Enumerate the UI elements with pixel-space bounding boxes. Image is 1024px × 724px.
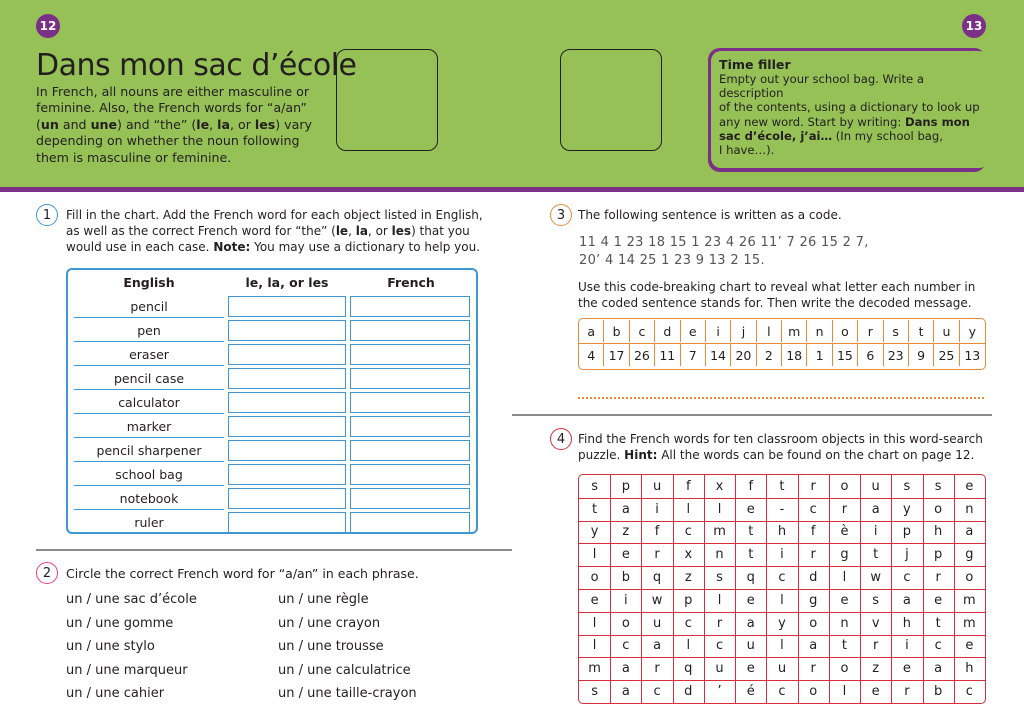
word-search-letter[interactable]: a xyxy=(621,684,630,700)
phrase-left[interactable]: un / une stylo xyxy=(66,639,155,654)
word-search-letter[interactable]: b xyxy=(621,570,630,586)
chart-english-item: eraser xyxy=(129,347,169,362)
word-search-letter[interactable]: m xyxy=(963,592,976,608)
phrase-right[interactable]: un / une taille-crayon xyxy=(278,686,417,701)
word-search-letter[interactable]: p xyxy=(621,478,630,494)
word-search-letter[interactable]: u xyxy=(715,661,724,677)
word-search-letter[interactable]: a xyxy=(621,661,630,677)
french-answer-box[interactable] xyxy=(350,392,470,413)
code-breaking-chart xyxy=(578,318,986,370)
header-rule xyxy=(0,187,1024,192)
word-search-letter[interactable]: r xyxy=(810,478,816,494)
code-number: 2 xyxy=(757,344,782,366)
word-search-letter[interactable]: l xyxy=(686,501,691,517)
chart-english-item: calculator xyxy=(118,395,180,410)
code-number: 18 xyxy=(782,344,807,366)
phrase-left[interactable]: un / une sac d’école xyxy=(66,592,197,607)
word-search-letter[interactable]: c xyxy=(715,638,724,654)
code-number: 7 xyxy=(681,344,706,366)
chart-row-line xyxy=(74,485,224,486)
word-search-letter[interactable]: x xyxy=(715,478,724,494)
word-search-letter[interactable]: d xyxy=(809,570,818,586)
word-search-letter[interactable]: s xyxy=(872,592,880,608)
word-search-letter[interactable]: t xyxy=(748,524,754,540)
chart-english-item: pencil sharpener xyxy=(96,443,202,458)
code-chart-row-line xyxy=(579,343,985,344)
code-letter: j xyxy=(731,320,756,342)
word-search-letter[interactable]: f xyxy=(654,524,660,540)
page-number-left: 12 xyxy=(36,14,60,38)
code-line-1: 11 4 1 23 18 15 1 23 4 26 11’ 7 26 15 2 7, xyxy=(579,235,869,250)
word-search-letter[interactable]: i xyxy=(780,547,784,563)
word-search-letter[interactable]: t xyxy=(592,501,598,517)
word-search-letter[interactable]: u xyxy=(652,615,662,631)
word-search-letter[interactable]: c xyxy=(809,501,817,517)
word-search-letter[interactable]: o xyxy=(934,501,943,517)
french-answer-box[interactable] xyxy=(350,512,470,533)
word-search-letter[interactable]: x xyxy=(684,547,693,563)
code-number: 4 xyxy=(579,344,604,366)
word-search-letter[interactable]: e xyxy=(746,501,755,517)
grid-row-line xyxy=(579,543,985,544)
word-search-letter[interactable]: a xyxy=(965,524,974,540)
french-answer-box[interactable] xyxy=(350,440,470,461)
word-search-letter[interactable]: c xyxy=(684,524,692,540)
word-search-letter[interactable]: g xyxy=(965,547,974,563)
code-letter: i xyxy=(706,320,731,342)
word-search-letter[interactable]: - xyxy=(779,501,785,517)
code-number: 25 xyxy=(934,344,959,366)
french-answer-box[interactable] xyxy=(350,464,470,485)
code-number: 15 xyxy=(833,344,858,366)
word-search-letter[interactable]: l xyxy=(592,638,597,654)
word-search-letter[interactable]: t xyxy=(841,638,847,654)
chart-english-item: school bag xyxy=(115,467,183,482)
word-search-letter[interactable]: e xyxy=(746,592,755,608)
word-search-letter[interactable]: h xyxy=(965,661,974,677)
word-search-letter[interactable]: s xyxy=(591,478,598,494)
question-3-number: 3 xyxy=(550,204,572,226)
question-4-number: 4 xyxy=(550,428,572,450)
word-search-grid xyxy=(578,474,986,704)
article-answer-box[interactable] xyxy=(228,464,346,485)
code-letter: s xyxy=(884,320,909,342)
code-letter: b xyxy=(604,320,629,342)
word-search-letter[interactable]: c xyxy=(684,615,692,631)
word-search-letter[interactable]: a xyxy=(621,501,630,517)
page-number-right: 13 xyxy=(962,14,986,38)
word-search-letter[interactable]: a xyxy=(871,501,880,517)
header-french: French xyxy=(387,275,435,290)
word-search-letter[interactable]: f xyxy=(748,478,754,494)
phrase-right[interactable]: un / une règle xyxy=(278,592,369,607)
code-number: 11 xyxy=(655,344,680,366)
word-search-letter[interactable]: e xyxy=(590,592,599,608)
word-search-letter[interactable]: h xyxy=(934,524,943,540)
code-letter: o xyxy=(833,320,858,342)
word-search-letter[interactable]: c xyxy=(934,638,942,654)
grid-row-line xyxy=(579,589,985,590)
word-search-letter[interactable]: o xyxy=(621,615,630,631)
chart-english-item: pen xyxy=(137,323,161,338)
phrase-left[interactable]: un / une gomme xyxy=(66,615,174,631)
code-number: 1 xyxy=(807,344,832,366)
word-search-letter[interactable]: l xyxy=(842,570,847,586)
vocab-chart xyxy=(66,268,478,534)
code-letter: r xyxy=(858,320,883,342)
word-search-letter[interactable]: ’ xyxy=(717,684,722,700)
chart-row-line xyxy=(74,317,224,318)
word-search-letter[interactable]: r xyxy=(810,661,816,677)
word-search-letter[interactable]: é xyxy=(746,684,755,700)
word-search-letter[interactable]: e xyxy=(621,547,630,563)
section-divider-right xyxy=(512,414,992,416)
french-answer-box[interactable] xyxy=(350,488,470,509)
word-search-letter[interactable]: a xyxy=(902,592,911,608)
word-search-letter[interactable]: l xyxy=(780,592,784,608)
code-letter: n xyxy=(807,320,832,342)
word-search-letter[interactable]: s xyxy=(591,684,598,700)
word-search-letter[interactable]: y xyxy=(590,524,599,540)
grid-row-line xyxy=(579,612,985,613)
word-search-letter[interactable]: t xyxy=(748,547,754,563)
word-search-letter[interactable]: w xyxy=(651,592,663,608)
chart-row-line xyxy=(74,389,224,390)
code-letter: c xyxy=(630,320,655,342)
code-number: 23 xyxy=(884,344,909,366)
header-english: English xyxy=(123,275,175,290)
word-search-letter[interactable]: l xyxy=(592,615,597,631)
word-search-letter[interactable]: u xyxy=(652,478,662,494)
word-search-letter[interactable]: t xyxy=(779,478,785,494)
word-search-letter[interactable]: s xyxy=(716,570,723,586)
word-search-letter[interactable]: c xyxy=(778,570,786,586)
word-search-letter[interactable]: p xyxy=(934,547,943,563)
word-search-letter[interactable]: f xyxy=(686,478,691,494)
article-answer-box[interactable] xyxy=(228,344,346,365)
word-search-letter[interactable]: o xyxy=(840,478,849,494)
phrase-left[interactable]: un / une cahier xyxy=(66,686,165,701)
chart-row-line xyxy=(74,533,224,534)
word-search-letter[interactable]: b xyxy=(934,684,943,700)
word-search-letter[interactable]: m xyxy=(963,615,976,631)
chart-row-line xyxy=(74,509,224,510)
code-letter: d xyxy=(655,320,680,342)
time-filler-title: Time filler xyxy=(719,57,791,72)
french-answer-box[interactable] xyxy=(350,344,470,365)
word-search-letter[interactable]: r xyxy=(935,570,941,586)
grid-row-line xyxy=(579,680,985,681)
word-search-letter[interactable]: l xyxy=(717,501,722,517)
word-search-letter[interactable]: o xyxy=(840,661,849,677)
word-search-letter[interactable]: e xyxy=(746,661,755,677)
time-filler-box xyxy=(708,48,986,172)
article-answer-box[interactable] xyxy=(228,488,346,509)
section-divider-left xyxy=(36,549,512,551)
word-search-letter[interactable]: p xyxy=(684,592,693,608)
chart-english-item: ruler xyxy=(134,515,164,530)
word-search-letter[interactable]: z xyxy=(684,570,692,586)
french-answer-box[interactable] xyxy=(350,296,470,317)
code-letter: e xyxy=(681,320,706,342)
word-search-letter[interactable]: u xyxy=(777,661,787,677)
code-number: 17 xyxy=(604,344,629,366)
grid-row-line xyxy=(579,635,985,636)
word-search-letter[interactable]: i xyxy=(905,638,909,654)
code-number: 6 xyxy=(858,344,883,366)
word-search-letter[interactable]: r xyxy=(904,684,910,700)
word-search-letter[interactable]: q xyxy=(652,570,662,586)
word-search-letter[interactable]: c xyxy=(622,638,630,654)
word-search-letter[interactable]: a xyxy=(746,615,755,631)
grid-row-line xyxy=(579,566,985,567)
word-search-letter[interactable]: c xyxy=(903,570,911,586)
chart-english-item: pencil xyxy=(130,299,168,314)
word-search-letter[interactable]: l xyxy=(717,592,722,608)
word-search-letter[interactable]: l xyxy=(686,638,691,654)
word-search-letter[interactable]: t xyxy=(935,615,941,631)
word-search-letter[interactable]: h xyxy=(902,615,912,631)
word-search-letter[interactable]: r xyxy=(872,638,879,654)
phrase-right[interactable]: un / une trousse xyxy=(278,639,384,654)
question-1-text: Fill in the chart. Add the French word for each object listed in English, as well as the correct French word for “the” (le, la, or les) that you would use in each case. Note: You may use a dictionary to help you. xyxy=(66,208,483,254)
image-placeholder-1 xyxy=(336,49,438,151)
chart-row-line xyxy=(74,437,224,438)
image-placeholder-2 xyxy=(560,49,662,151)
chart-english-item: notebook xyxy=(119,491,179,506)
word-search-letter[interactable]: e xyxy=(840,592,849,608)
code-number: 20 xyxy=(731,344,756,366)
phrase-right[interactable]: un / une calculatrice xyxy=(278,662,411,678)
word-search-letter[interactable]: u xyxy=(746,638,755,654)
code-number: 13 xyxy=(964,347,981,363)
word-search-letter[interactable]: o xyxy=(809,615,818,631)
word-search-letter[interactable]: g xyxy=(809,592,818,608)
word-search-letter[interactable]: n xyxy=(840,615,849,631)
chart-row-line xyxy=(74,365,224,366)
word-search-letter[interactable]: e xyxy=(965,478,974,494)
intro-text: In French, all nouns are either masculine or feminine. Also, the French words for “a/an” (un and une) and “the” (le, la, or les) vary depending on whether the noun following them is masculine or feminine. xyxy=(36,84,321,166)
question-2-text: Circle the correct French word for “a/an” in each phrase. xyxy=(66,566,419,581)
intro-line-3: (un and une) and “the” (le, la, or les) vary xyxy=(36,116,312,132)
word-search-letter[interactable]: y xyxy=(903,501,911,517)
word-search-letter[interactable]: e xyxy=(871,684,880,700)
word-search-letter[interactable]: e xyxy=(934,592,943,608)
french-answer-box[interactable] xyxy=(350,416,470,437)
time-filler-text: Empty out your school bag. Write a description of the contents, using a dictionary to look up any new word. Start by writing: Dans mon sac d’école, j’ai… (In my school bag, I have…). xyxy=(719,72,980,158)
word-search-letter[interactable]: q xyxy=(684,661,693,677)
article-answer-box[interactable] xyxy=(228,320,346,341)
code-letter: l xyxy=(757,320,782,342)
word-search-letter[interactable]: w xyxy=(870,570,881,586)
word-search-letter[interactable]: t xyxy=(873,547,879,563)
article-answer-box[interactable] xyxy=(228,296,346,317)
word-search-letter[interactable]: c xyxy=(778,684,786,700)
intro-line-2: feminine. Also, the French words for “a/an” xyxy=(36,100,307,116)
french-answer-box[interactable] xyxy=(350,320,470,341)
article-answer-box[interactable] xyxy=(228,512,346,533)
word-search-letter[interactable]: m xyxy=(588,661,601,677)
word-search-letter[interactable]: u xyxy=(871,478,880,494)
word-search-letter[interactable]: r xyxy=(810,547,816,563)
word-search-letter[interactable]: l xyxy=(842,684,847,700)
word-search-letter[interactable]: v xyxy=(871,615,880,631)
chart-english-item: pencil case xyxy=(113,371,185,386)
article-answer-box[interactable] xyxy=(228,392,346,413)
code-letter: t xyxy=(909,320,934,342)
word-search-letter[interactable]: l xyxy=(780,638,784,654)
grid-row-line xyxy=(579,521,985,522)
word-search-letter[interactable]: a xyxy=(934,661,943,677)
word-search-letter[interactable]: q xyxy=(746,570,755,586)
question-4-text: Find the French words for ten classroom objects in this word-search puzzle. Hint: All the words can be found on the chart on page 12. xyxy=(578,432,983,462)
word-search-letter[interactable]: l xyxy=(592,547,597,563)
word-search-letter[interactable]: g xyxy=(840,547,849,563)
word-search-letter[interactable]: s xyxy=(903,478,911,494)
code-letter: a xyxy=(579,320,604,342)
header-article: le, la, or les xyxy=(245,275,329,290)
question-3-instructions: Use this code-breaking chart to reveal what letter each number in the coded sentence stands for. Then write the decoded message. xyxy=(578,280,976,310)
phrase-right[interactable]: un / une crayon xyxy=(278,615,381,631)
word-search-letter[interactable]: h xyxy=(777,524,787,540)
code-number: 26 xyxy=(630,344,655,366)
page-title: Dans mon sac d’école xyxy=(36,48,357,83)
word-search-letter[interactable]: m xyxy=(713,524,726,540)
word-search-letter[interactable]: è xyxy=(840,524,849,540)
word-search-letter[interactable]: p xyxy=(902,524,912,540)
word-search-letter[interactable]: e xyxy=(965,638,974,654)
answer-line xyxy=(578,397,984,399)
word-search-letter[interactable]: i xyxy=(873,524,878,540)
article-answer-box[interactable] xyxy=(228,440,346,461)
article-answer-box[interactable] xyxy=(228,368,346,389)
code-letter: m xyxy=(782,320,807,342)
word-search-letter[interactable]: c xyxy=(965,684,973,700)
word-search-letter[interactable]: o xyxy=(965,570,974,586)
word-search-letter[interactable]: n xyxy=(715,547,724,563)
word-search-letter[interactable]: f xyxy=(810,524,816,540)
code-number: 14 xyxy=(706,344,731,366)
word-search-letter[interactable]: z xyxy=(872,661,880,677)
question-2-number: 2 xyxy=(36,562,58,584)
word-search-letter[interactable]: n xyxy=(965,501,974,517)
french-answer-box[interactable] xyxy=(350,368,470,389)
code-letter: y xyxy=(968,323,977,339)
word-search-letter[interactable]: o xyxy=(809,684,818,700)
word-search-letter[interactable]: r xyxy=(654,547,660,563)
word-search-letter[interactable]: a xyxy=(653,638,662,654)
word-search-letter[interactable]: i xyxy=(655,501,659,517)
grid-row-line xyxy=(579,657,985,658)
chart-english-item: marker xyxy=(126,419,172,434)
code-letter: u xyxy=(934,320,959,342)
word-search-letter[interactable]: r xyxy=(716,615,723,631)
word-search-letter[interactable]: a xyxy=(809,638,818,654)
word-search-letter[interactable]: j xyxy=(905,547,909,563)
word-search-letter[interactable]: c xyxy=(653,684,661,700)
word-search-letter[interactable]: d xyxy=(684,684,693,700)
chart-row-line xyxy=(74,341,224,342)
word-search-letter[interactable]: y xyxy=(778,615,786,631)
code-line-2: 20’ 4 14 25 1 23 9 13 2 15. xyxy=(579,253,765,268)
chart-row-line xyxy=(74,461,224,462)
article-answer-box[interactable] xyxy=(228,416,346,437)
word-search-letter[interactable]: i xyxy=(624,592,628,608)
question-1-number: 1 xyxy=(36,204,58,226)
code-number: 9 xyxy=(909,344,934,366)
word-search-letter[interactable]: r xyxy=(841,501,848,517)
word-search-letter[interactable]: z xyxy=(622,524,630,540)
chart-row-line xyxy=(74,413,224,414)
word-search-letter[interactable]: e xyxy=(902,661,911,677)
word-search-letter[interactable]: r xyxy=(654,661,660,677)
word-search-letter[interactable]: o xyxy=(590,570,599,586)
question-3-text: The following sentence is written as a code. xyxy=(578,208,842,222)
word-search-letter[interactable]: s xyxy=(934,478,942,494)
grid-row-line xyxy=(579,498,985,499)
phrase-left[interactable]: un / une marqueur xyxy=(66,662,188,678)
